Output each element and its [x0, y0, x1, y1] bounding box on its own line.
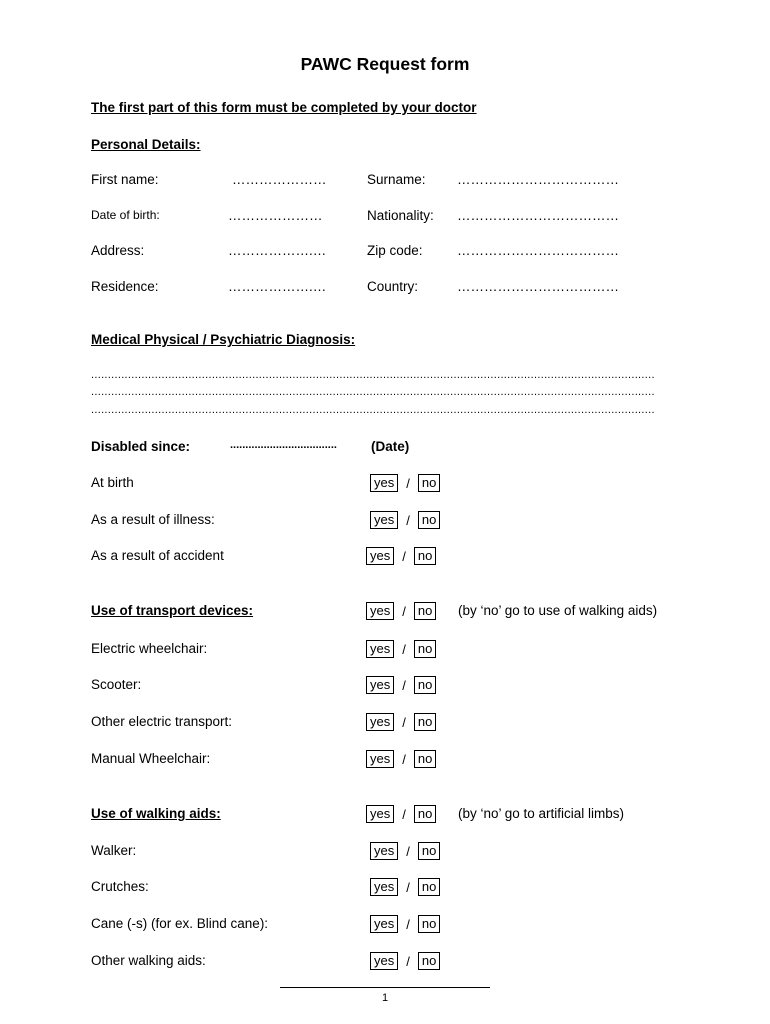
row-label: Scooter: — [91, 677, 142, 692]
country-field[interactable]: ……………………………… — [457, 279, 619, 294]
yes-no-group — [366, 750, 436, 768]
surname-label: Surname: — [367, 172, 426, 187]
intro-heading: The first part of this form must be completed by your doctor — [91, 100, 477, 115]
disabled-since-label: Disabled since: — [91, 439, 191, 454]
walking-aids-heading: Use of walking aids: — [91, 806, 221, 821]
diagnosis-heading: Medical Physical / Psychiatric Diagnosis: — [91, 332, 356, 347]
separator: / — [406, 916, 410, 932]
yes-no-group — [370, 842, 440, 860]
no-checkbox[interactable]: no — [418, 474, 440, 492]
yes-checkbox[interactable]: yes — [370, 842, 398, 860]
yes-no-group — [366, 676, 436, 694]
separator: / — [402, 603, 406, 619]
dob-field[interactable]: ………………… — [228, 208, 323, 223]
residence-field[interactable]: ……………….… — [228, 279, 327, 294]
row-label: Other walking aids: — [91, 953, 206, 968]
yes-no-group — [366, 547, 436, 565]
first-name-label: First name: — [91, 172, 159, 187]
no-checkbox[interactable]: no — [418, 842, 440, 860]
zip-label: Zip code: — [367, 243, 423, 258]
personal-details-heading: Personal Details: — [91, 137, 201, 152]
row-label: Manual Wheelchair: — [91, 751, 211, 766]
no-checkbox[interactable]: no — [418, 915, 440, 933]
no-checkbox[interactable]: no — [414, 547, 436, 565]
separator: / — [402, 751, 406, 767]
disabled-since-field[interactable]: ................................... — [230, 439, 337, 451]
surname-field[interactable]: ……………………………… — [457, 172, 619, 187]
yes-checkbox[interactable]: yes — [370, 915, 398, 933]
yes-no-group — [366, 602, 436, 620]
yes-checkbox[interactable]: yes — [366, 713, 394, 731]
walking-aids-note: (by ‘no’ go to artificial limbs) — [458, 806, 625, 821]
row-label: Walker: — [91, 843, 137, 858]
no-checkbox[interactable]: no — [414, 713, 436, 731]
diagnosis-line[interactable]: ........................................................................................................................................................................ — [91, 386, 655, 398]
yes-checkbox[interactable]: yes — [370, 952, 398, 970]
no-checkbox[interactable]: no — [418, 878, 440, 896]
dob-label: Date of birth: — [91, 208, 160, 222]
zip-field[interactable]: ……………………………… — [457, 243, 619, 258]
yes-checkbox[interactable]: yes — [366, 602, 394, 620]
yes-checkbox[interactable]: yes — [370, 878, 398, 896]
yes-no-group — [366, 805, 436, 823]
country-label: Country: — [367, 279, 419, 294]
diagnosis-line[interactable]: ........................................................................................................................................................................ — [91, 369, 655, 381]
footer-divider — [280, 987, 490, 988]
address-label: Address: — [91, 243, 145, 258]
yes-checkbox[interactable]: yes — [370, 474, 398, 492]
yes-checkbox[interactable]: yes — [366, 805, 394, 823]
disabled-since-suffix: (Date) — [371, 439, 410, 454]
yes-no-group — [370, 474, 440, 492]
transport-heading: Use of transport devices: — [91, 603, 254, 618]
row-label: Crutches: — [91, 879, 149, 894]
separator: / — [406, 879, 410, 895]
yes-no-group — [370, 952, 440, 970]
address-field[interactable]: ……………….… — [228, 243, 327, 258]
yes-checkbox[interactable]: yes — [366, 547, 394, 565]
separator: / — [406, 843, 410, 859]
row-label: At birth — [91, 475, 134, 490]
separator: / — [402, 548, 406, 564]
separator: / — [402, 806, 406, 822]
separator: / — [406, 953, 410, 969]
yes-no-group — [370, 878, 440, 896]
residence-label: Residence: — [91, 279, 159, 294]
separator: / — [406, 512, 410, 528]
first-name-field[interactable]: ………………… — [232, 172, 327, 187]
yes-no-group — [366, 640, 436, 658]
no-checkbox[interactable]: no — [414, 640, 436, 658]
no-checkbox[interactable]: no — [414, 676, 436, 694]
row-label: As a result of accident — [91, 548, 224, 563]
no-checkbox[interactable]: no — [414, 750, 436, 768]
no-checkbox[interactable]: no — [418, 511, 440, 529]
yes-checkbox[interactable]: yes — [366, 750, 394, 768]
page-number: 1 — [381, 992, 389, 1004]
transport-note: (by ‘no’ go to use of walking aids) — [458, 603, 658, 618]
form-title: PAWC Request form — [300, 54, 470, 74]
row-label: As a result of illness: — [91, 512, 215, 527]
yes-checkbox[interactable]: yes — [366, 676, 394, 694]
yes-checkbox[interactable]: yes — [366, 640, 394, 658]
yes-checkbox[interactable]: yes — [370, 511, 398, 529]
row-label: Electric wheelchair: — [91, 641, 208, 656]
no-checkbox[interactable]: no — [418, 952, 440, 970]
no-checkbox[interactable]: no — [414, 805, 436, 823]
row-label: Cane (-s) (for ex. Blind cane): — [91, 916, 269, 931]
row-label: Other electric transport: — [91, 714, 233, 729]
yes-no-group — [370, 511, 440, 529]
diagnosis-line[interactable]: ........................................................................................................................................................................ — [91, 404, 655, 416]
nationality-field[interactable]: ……………………………… — [457, 208, 619, 223]
separator: / — [402, 677, 406, 693]
separator: / — [402, 641, 406, 657]
yes-no-group — [366, 713, 436, 731]
no-checkbox[interactable]: no — [414, 602, 436, 620]
nationality-label: Nationality: — [367, 208, 434, 223]
separator: / — [402, 714, 406, 730]
yes-no-group — [370, 915, 440, 933]
separator: / — [406, 475, 410, 491]
